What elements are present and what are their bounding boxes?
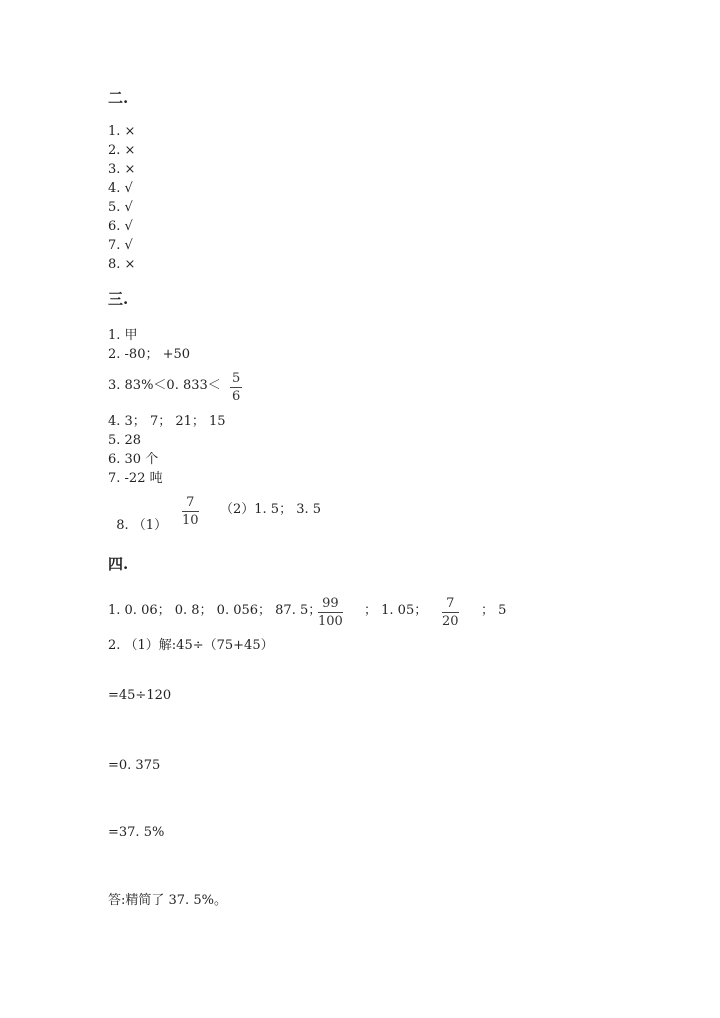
answer-3-5: 5. 28 [108,433,142,448]
answer-3-8 [108,502,167,534]
section-heading-3: 三. [108,290,129,308]
section-heading-2: 二. [108,89,129,107]
fraction-denominator: 10 [182,513,199,528]
answer-4-1-prefix: 1. 0. 06； 0. 8； 0. 056； 87. 5； [108,603,322,618]
fraction-denominator: 100 [318,614,343,629]
fraction-7-10 [182,496,199,528]
solution-step-1: =45÷120 [108,688,172,703]
answer-2-6: 6. √ [108,219,133,234]
answer-3-8-prefix: 8. （1） [116,518,168,533]
answer-2-2: 2. × [108,143,136,158]
answer-4-1-suffix: ； 5 [481,603,507,618]
answer-2-4: 4. √ [108,181,133,196]
answer-2-1: 1. × [108,124,136,139]
answer-3-8-suffix: （2）1. 5； 3. 5 [220,502,322,517]
answer-3-2: 2. -80； +50 [108,347,191,362]
answer-2-5: 5. √ [108,200,133,215]
fraction-7-20 [442,597,459,629]
fraction-numerator: 7 [446,596,455,611]
answer-4-1-middle: ； 1. 05； [364,603,428,618]
answer-3-3: 3. 83%＜0. 833＜ [108,378,221,393]
fraction-numerator: 5 [232,371,241,386]
solution-step-3: =37. 5% [108,825,165,840]
answer-3-6: 6. 30 个 [108,452,159,467]
fraction-numerator: 7 [186,495,195,510]
answer-2-7: 7. √ [108,238,133,253]
answer-4-2: 2. （1）解:45÷（75+45） [108,638,274,653]
section-heading-4: 四. [108,555,129,573]
answer-2-3: 3. × [108,162,136,177]
fraction-denominator: 6 [232,389,241,404]
answer-3-1: 1. 甲 [108,328,138,343]
solution-step-2: =0. 375 [108,758,161,773]
fraction-numerator: 99 [322,596,339,611]
answer-3-4: 4. 3； 7； 21； 15 [108,414,226,429]
answer-2-8: 8. × [108,257,136,272]
final-answer: 答:精简了 37. 5%。 [108,893,227,908]
fraction-99-100 [318,597,343,629]
fraction-denominator: 20 [442,614,459,629]
fraction-5-6 [230,372,242,404]
answer-3-7: 7. -22 吨 [108,471,163,486]
